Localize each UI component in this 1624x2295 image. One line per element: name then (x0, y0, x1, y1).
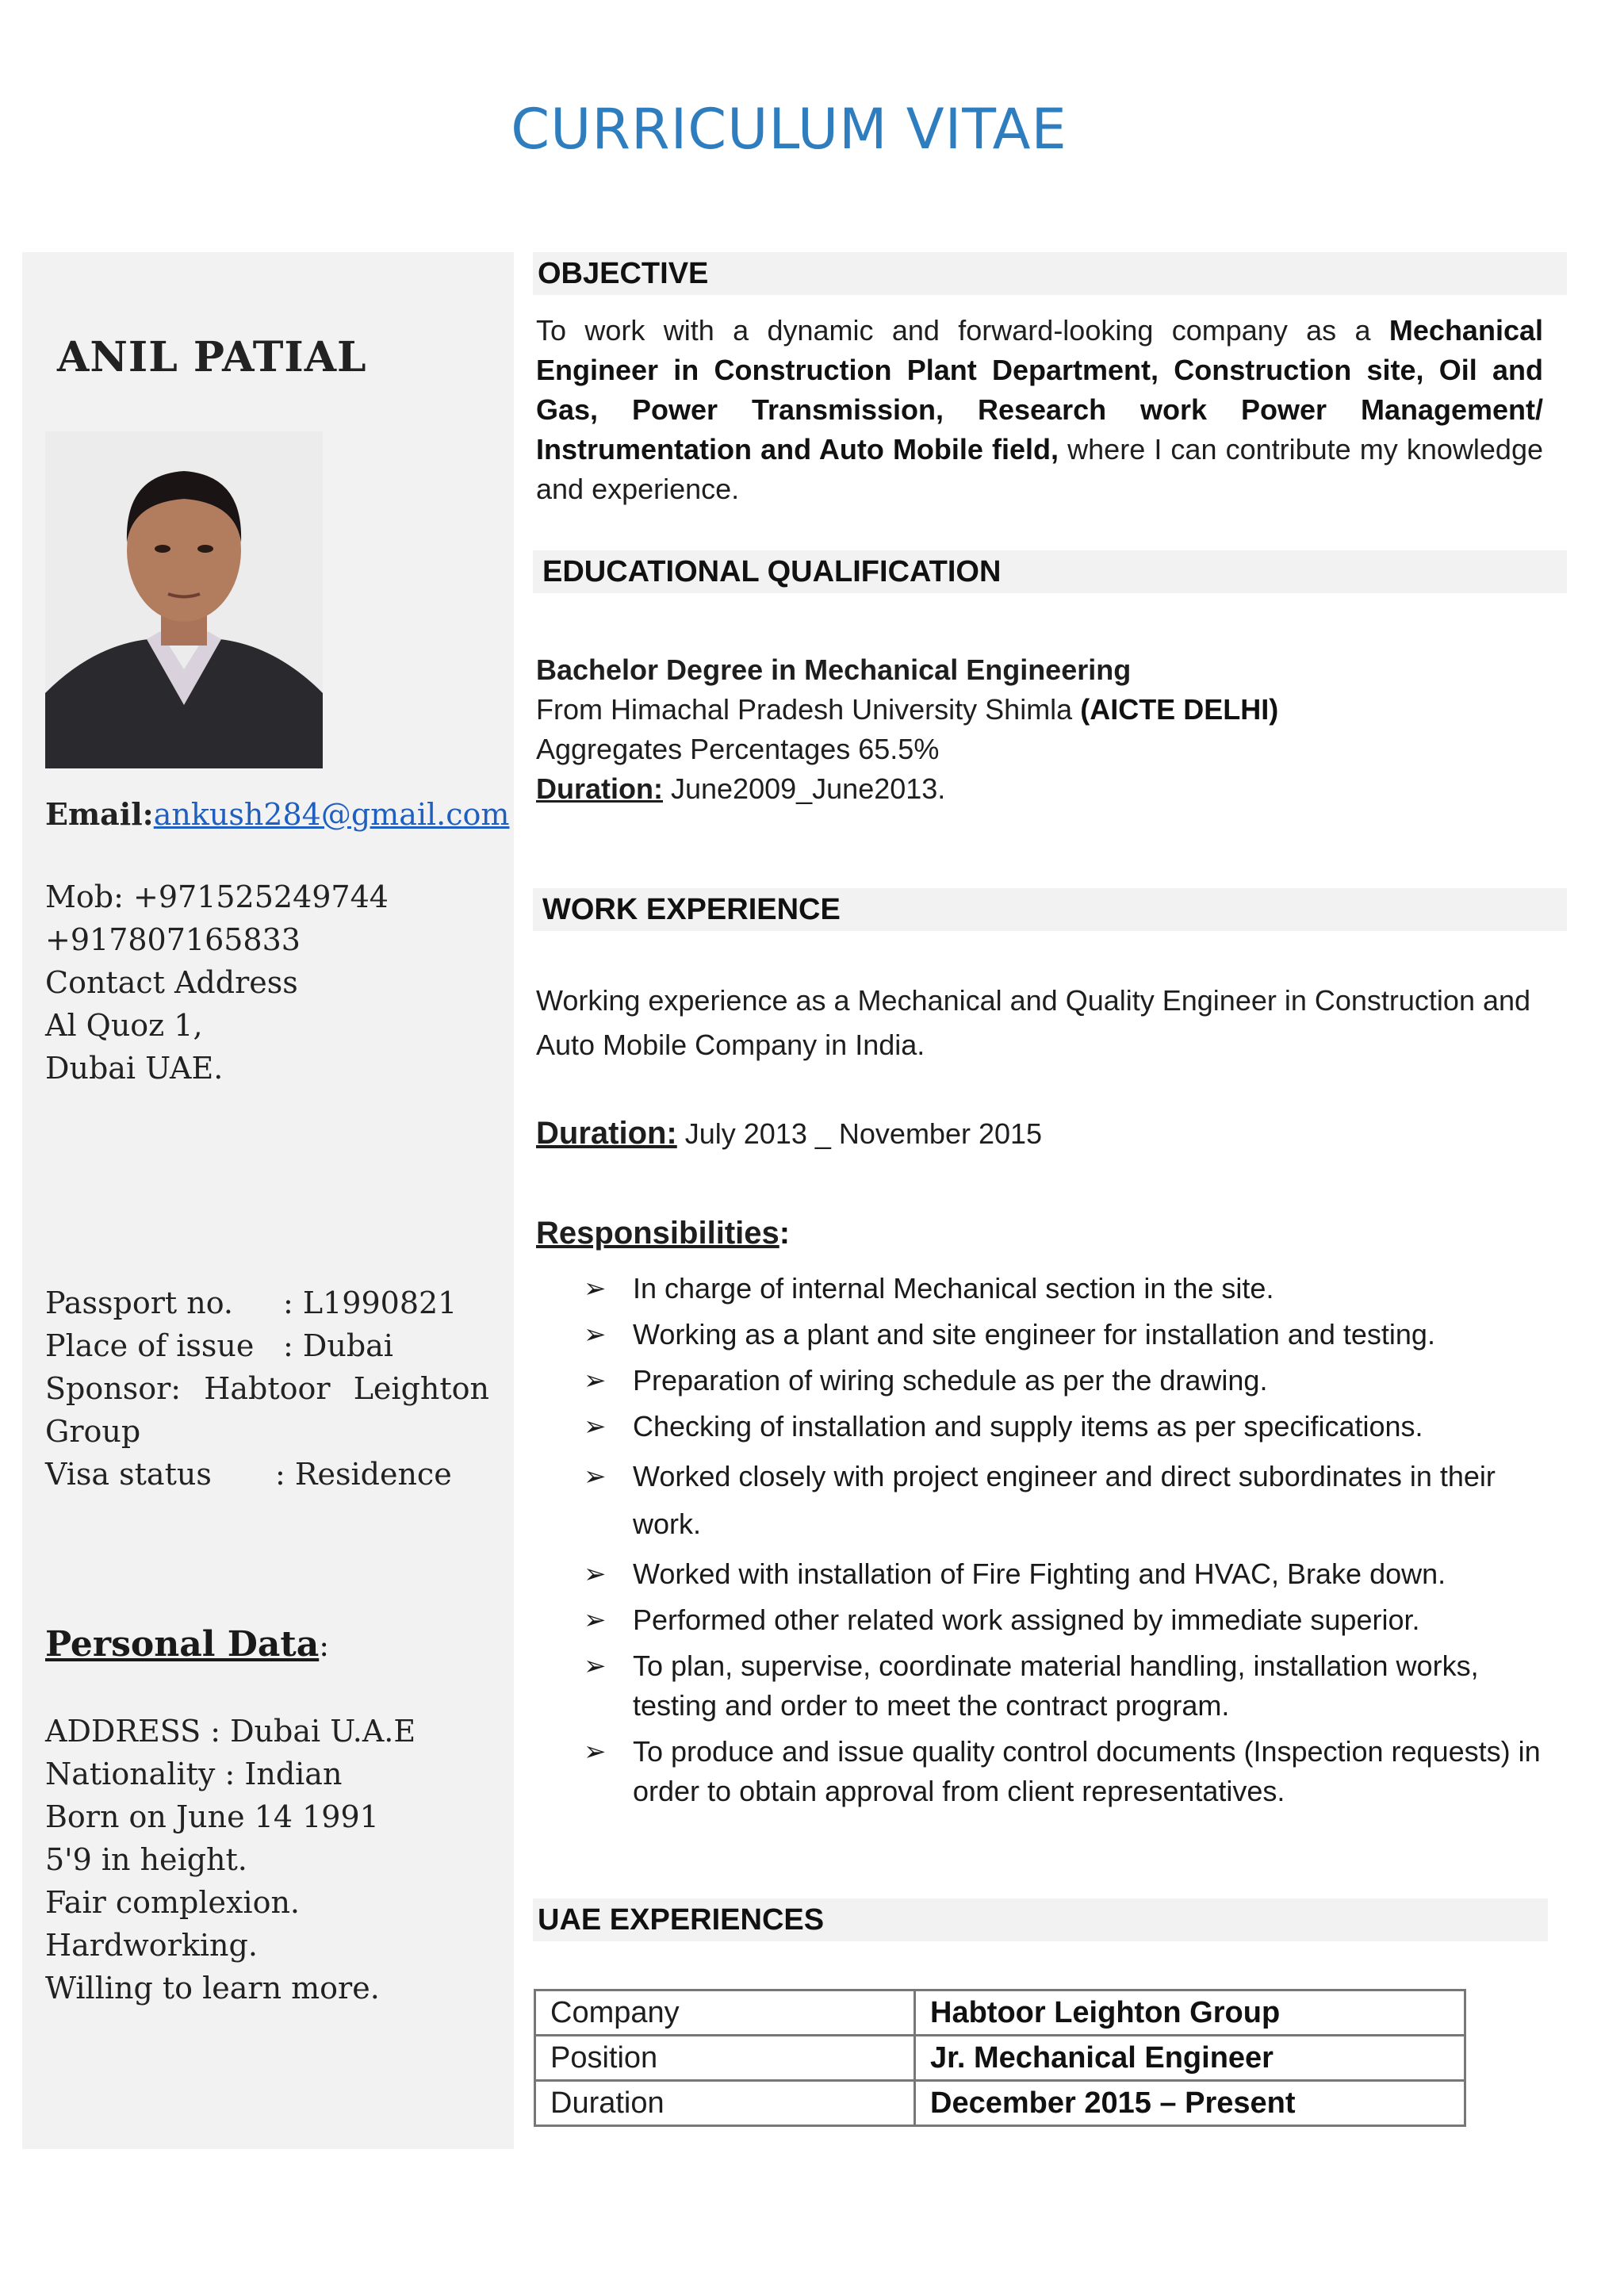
personal-data-list (45, 1710, 416, 2010)
contact-block (45, 875, 389, 1090)
table-row (535, 1990, 1465, 2036)
arrow-bullet-icon: ➢ (584, 1605, 607, 1635)
person-photo-icon (45, 431, 323, 768)
responsibility-text: Performed other related work assigned by immediate superior. (633, 1603, 1420, 1636)
responsibility-text: Checking of installation and supply items as per specifications. (633, 1410, 1423, 1443)
table-cell-label: Duration (535, 2081, 915, 2126)
personal-height: 5'9 in height. (45, 1842, 247, 1877)
table-cell-value: December 2015 – Present (915, 2081, 1465, 2126)
mobile-number: Mob: +971525249744 (45, 879, 389, 914)
personal-trait-1: Hardworking. (45, 1928, 258, 1963)
university-line (536, 690, 1543, 730)
table-cell-value: Jr. Mechanical Engineer (915, 2036, 1465, 2081)
responsibilities-list (536, 1269, 1567, 1818)
list-item (536, 1407, 1567, 1446)
passport-block (45, 1282, 489, 1496)
mobile-number-2: +917807165833 (45, 922, 301, 957)
place-of-issue-value: : Dubai (283, 1328, 393, 1363)
arrow-bullet-icon: ➢ (584, 1320, 607, 1350)
email-line (45, 793, 509, 836)
personal-birthdate: Born on June 14 1991 (45, 1799, 379, 1834)
arrow-bullet-icon: ➢ (584, 1274, 607, 1304)
table-cell-label: Position (535, 2036, 915, 2081)
work-duration (536, 1113, 1543, 1154)
arrow-bullet-icon: ➢ (584, 1462, 607, 1492)
table-row (535, 2036, 1465, 2081)
responsibility-text: Worked with installation of Fire Fighting and HVAC, Brake down. (633, 1557, 1446, 1590)
personal-complexion: Fair complexion. (45, 1885, 301, 1920)
responsibility-text: To plan, supervise, coordinate material handling, installation works, testing and order to meet the contract program. (633, 1649, 1479, 1722)
document-title: CURRICULUM VITAE (511, 97, 1067, 162)
candidate-name: ANIL PATIAL (57, 333, 367, 381)
arrow-bullet-icon: ➢ (584, 1559, 607, 1589)
responsibility-text: Preparation of wiring schedule as per the drawing. (633, 1364, 1268, 1397)
work-summary: Working experience as a Mechanical and Quality Engineer in Construction and Auto Mobile Company in India. (536, 984, 1531, 1061)
education-duration (536, 769, 1543, 809)
objective-text (536, 311, 1543, 509)
personal-nationality: Nationality : Indian (45, 1757, 343, 1791)
list-item (536, 1315, 1567, 1354)
education-duration-value: June2009_June2013. (662, 772, 946, 805)
university-accreditation: (AICTE DELHI) (1080, 693, 1279, 726)
objective-post: where I can contribute my knowledge and experience. (536, 433, 1543, 505)
work-duration-value: July 2013 _ November 2015 (676, 1117, 1043, 1150)
work-duration-label: Duration: (536, 1116, 677, 1151)
place-of-issue-label: Place of issue (45, 1328, 255, 1363)
arrow-bullet-icon: ➢ (584, 1651, 607, 1681)
university-name: From Himachal Pradesh University Shimla (536, 693, 1081, 726)
list-item (536, 1732, 1567, 1811)
education-duration-label: Duration: (536, 772, 663, 805)
uae-heading: UAE EXPERIENCES (533, 1898, 1548, 1941)
address-line-2: Dubai UAE. (45, 1051, 224, 1086)
responsibility-text: To produce and issue quality control documents (Inspection requests) in order to obtain approval from client representatives. (633, 1735, 1541, 1807)
passport-value: : L1990821 (283, 1285, 458, 1320)
profile-photo (45, 431, 323, 768)
education-block (536, 650, 1543, 809)
place-of-issue-row (45, 1324, 489, 1367)
table-row (535, 2081, 1465, 2126)
visa-status-label: Visa status (45, 1457, 212, 1492)
list-item (536, 1600, 1567, 1640)
arrow-bullet-icon: ➢ (584, 1737, 607, 1767)
responsibilities-heading (536, 1213, 1543, 1254)
uae-experience-table (534, 1989, 1466, 2127)
list-item (536, 1453, 1567, 1548)
passport-row (45, 1282, 489, 1324)
responsibility-text: In charge of internal Mechanical section in the site. (633, 1272, 1274, 1305)
personal-data-title: Personal Data (45, 1624, 320, 1665)
sponsor-line: Sponsor: Habtoor Leighton Group (45, 1371, 489, 1449)
visa-status-row (45, 1453, 489, 1496)
email-label: Email: (45, 796, 154, 832)
list-item (536, 1269, 1567, 1308)
objective-bold: Mechanical Engineer in Construction Plant Department, Construction site, Oil and Gas, Power Transmission, Research work Power Management/ Instrumentation and Auto Mobile field, (536, 314, 1543, 466)
list-item (536, 1646, 1567, 1726)
personal-data-heading (45, 1624, 329, 1665)
aggregate-line: Aggregates Percentages 65.5% (536, 733, 940, 765)
list-item (536, 1554, 1567, 1594)
passport-label: Passport no. (45, 1285, 233, 1320)
list-item (536, 1361, 1567, 1400)
arrow-bullet-icon: ➢ (584, 1412, 607, 1442)
responsibility-text: Worked closely with project engineer and direct subordinates in their work. (633, 1460, 1496, 1540)
degree-title: Bachelor Degree in Mechanical Engineering (536, 653, 1132, 686)
personal-trait-2: Willing to learn more. (45, 1971, 380, 2006)
visa-status-value: : Residence (275, 1457, 452, 1492)
address-line-1: Al Quoz 1, (45, 1008, 203, 1043)
responsibility-text: Working as a plant and site engineer for installation and testing. (633, 1318, 1435, 1351)
responsibilities-colon: : (779, 1216, 791, 1251)
objective-heading: OBJECTIVE (533, 252, 1567, 295)
work-heading: WORK EXPERIENCE (533, 888, 1567, 931)
table-cell-label: Company (535, 1990, 915, 2036)
email-link[interactable]: ankush284@gmail.com (153, 797, 510, 832)
contact-address-label: Contact Address (45, 965, 298, 1000)
personal-data-colon: : (319, 1628, 330, 1663)
arrow-bullet-icon: ➢ (584, 1366, 607, 1396)
education-heading: EDUCATIONAL QUALIFICATION (533, 550, 1567, 593)
responsibilities-label: Responsibilities (536, 1216, 779, 1251)
personal-address: ADDRESS : Dubai U.A.E (45, 1714, 416, 1749)
objective-pre: To work with a dynamic and forward-looking company as a (536, 314, 1389, 347)
table-cell-value: Habtoor Leighton Group (915, 1990, 1465, 2036)
